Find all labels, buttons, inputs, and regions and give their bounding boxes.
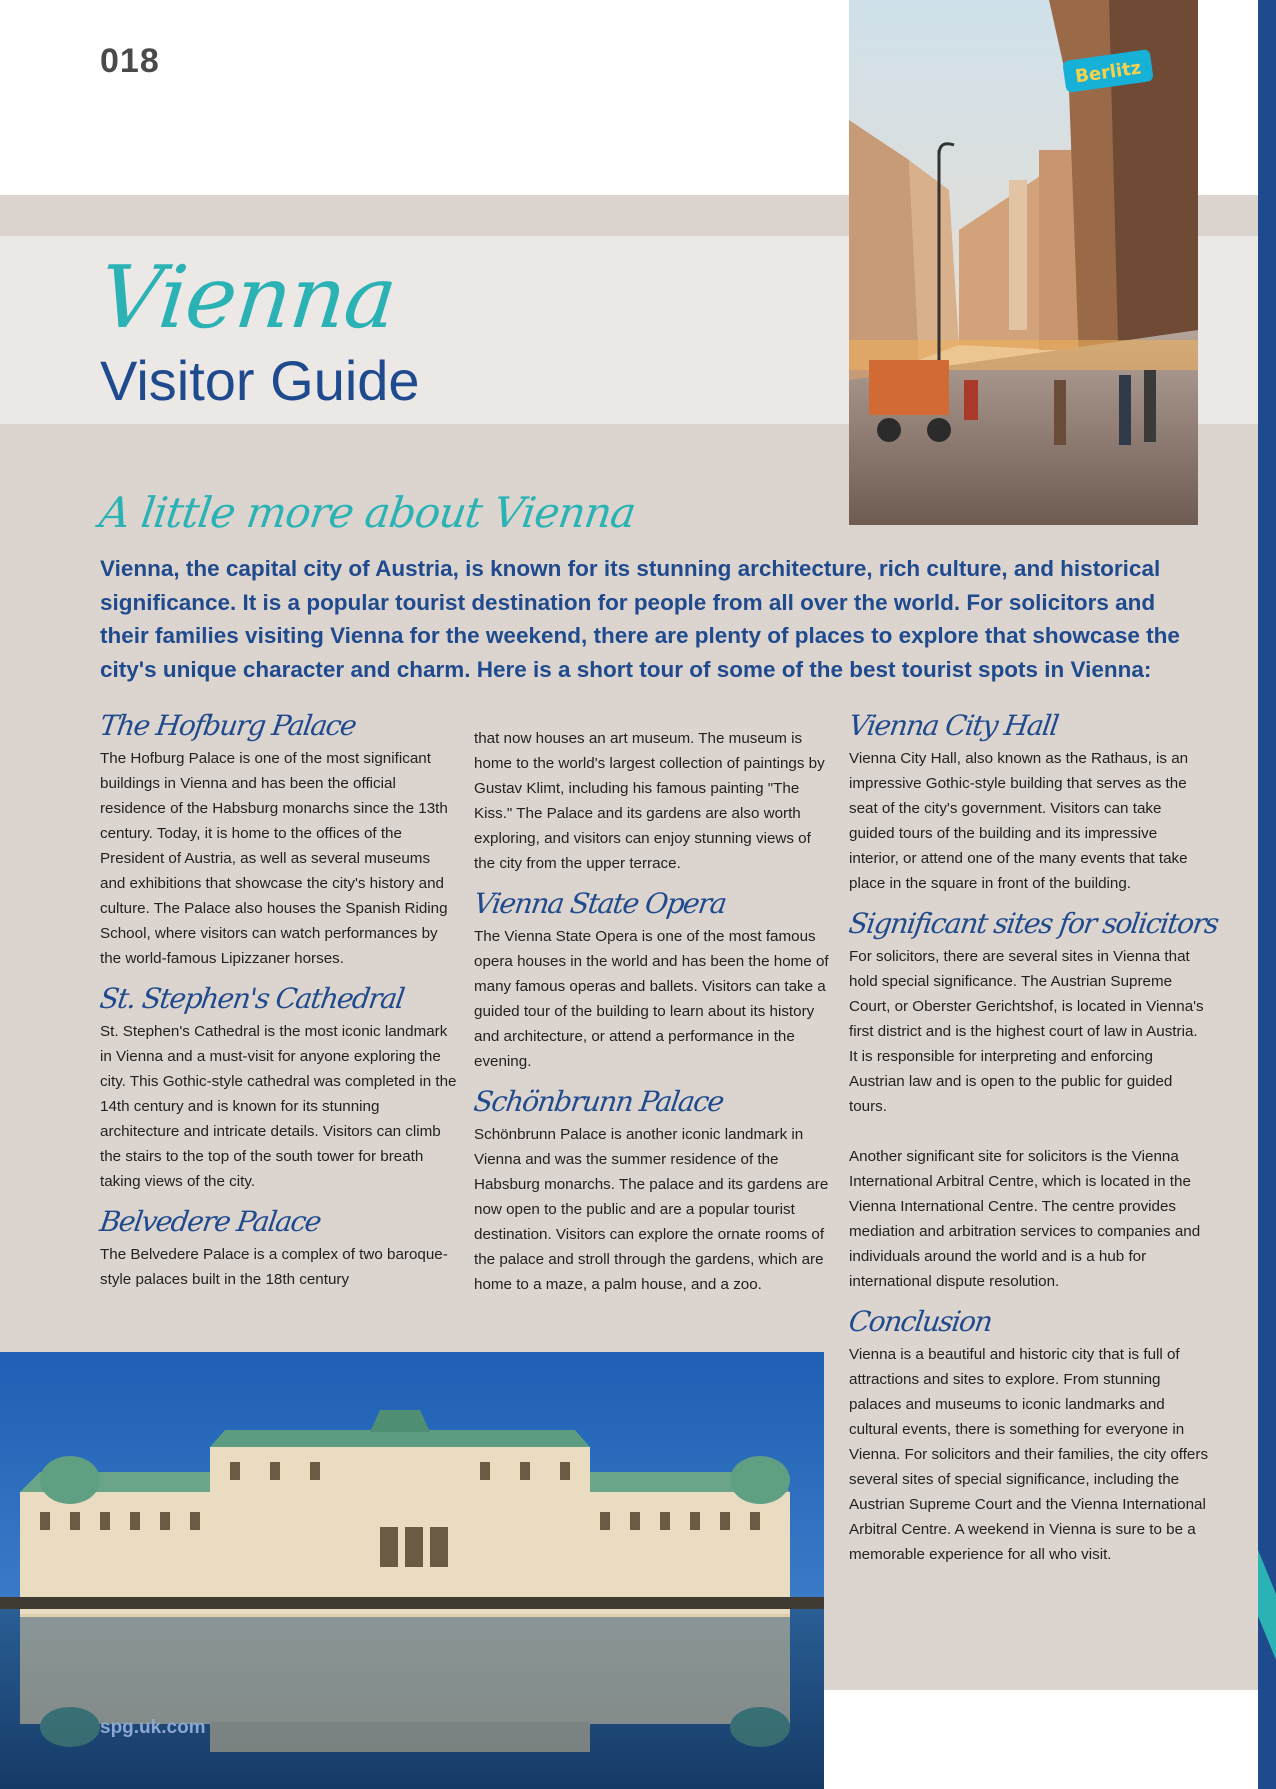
column-1: [97, 706, 458, 1300]
text-stephens: St. Stephen's Cathedral is the most iconic landmark in Vienna and a must-visit for anyone exploring the city. This Gothic-style cathedral was completed in the 14th century and is known for its stunning architecture and intricate details. Visitors can climb the stairs to the top of the south tower for breath taking views of the city.: [100, 1023, 457, 1190]
edge-strip: [1258, 0, 1276, 1789]
page-number: 018: [100, 42, 160, 80]
text-cityhall: Vienna City Hall, also known as the Rathaus, is an impressive Gothic-style building that serves as the seat of the city's government. Visitors can take guided tours of the building and its impressive interior, or attend one of the many events that take place in the square in front of the building.: [849, 750, 1189, 892]
text-belvedere-a: The Belvedere Palace is a complex of two baroque-style palaces built in the 18th century: [100, 1246, 448, 1288]
heading-opera: Vienna State Opera: [471, 887, 728, 920]
text-opera: The Vienna State Opera is one of the most famous opera houses in the world and has been the home of many famous operas and ballets. Visitors can take a guided tour of the building to learn about its history and architecture, or attend a performance in the evening.: [474, 928, 829, 1070]
shop-sign: Berlitz: [1073, 57, 1143, 88]
palace-photo: [0, 1352, 824, 1789]
text-belvedere-b: that now houses an art museum. The museum is home to the world's largest collection of paintings by Gustav Klimt, including his famous painting "The Kiss." The Palace and its gardens are also worth exploring, and visitors can enjoy stunning views of the city from the upper terrace.: [474, 730, 825, 872]
intro-paragraph: Vienna, the capital city of Austria, is known for its stunning architecture, rich culture, and historical significance. It is a popular tourist destination for people from all over the world. For solicitors and their families visiting Vienna for the weekend, there are plenty of places to explore that showcase the city's unique character and charm. Here is a short tour of some of the best tourist spots in Vienna:: [100, 556, 1180, 682]
heading-schonbrunn: Schönbrunn Palace: [471, 1085, 726, 1118]
text-schonbrunn: Schönbrunn Palace is another iconic landmark in Vienna and was the summer residence of the Habsburg monarchs. The palace and its gardens are now open to the public and are a popular tourist destination. Visitors can explore the ornate rooms of the palace and stroll through the gardens, which are home to a maze, a palm house, and a zoo.: [474, 1126, 829, 1293]
section-heading-about: A little more about Vienna: [96, 488, 639, 537]
heading-belvedere: Belvedere Palace: [97, 1205, 323, 1238]
text-solicitors-a: For solicitors, there are several sites in Vienna that hold special significance. The Austrian Supreme Court, or Oberster Gerichtshof, is located in Vienna's first district and is the highest court of law in Austria. It is responsible for interpreting and enforcing Austrian law and is open to the public for guided tours.: [849, 948, 1204, 1115]
text-conclusion: Vienna is a beautiful and historic city that is full of attractions and sites to explore. From stunning palaces and museums to iconic landmarks and cultural events, there is something for everyone in Vienna. For solicitors and their families, the city offers several sites of special significance, including the Austrian Supreme Court and the Vienna International Arbitral Centre. A weekend in Vienna is sure to be a memorable experience for all who visit.: [849, 1346, 1209, 1563]
column-2: [471, 726, 832, 1305]
heading-cityhall: Vienna City Hall: [846, 709, 1060, 742]
heading-conclusion: Conclusion: [846, 1305, 994, 1338]
heading-hofburg: The Hofburg Palace: [97, 709, 358, 742]
footer-url: spg.uk.com: [100, 1717, 206, 1738]
heading-solicitors: Significant sites for solicitors: [846, 907, 1220, 940]
heading-stephens: St. Stephen's Cathedral: [97, 982, 406, 1015]
column-3: [846, 706, 1220, 1575]
text-solicitors-b: Another significant site for solicitors is the Vienna International Arbitral Centre, which is located in the Vienna International Centre. The centre provides mediation and arbitration services to companies and individuals around the world and is a hub for international dispute resolution.: [849, 1148, 1201, 1290]
page-subtitle: Visitor Guide: [100, 349, 420, 412]
page-title: Vienna: [94, 248, 401, 348]
street-photo: [849, 0, 1198, 525]
text-hofburg: The Hofburg Palace is one of the most significant buildings in Vienna and has been the official residence of the Habsburg monarchs since the 13th century. Today, it is home to the offices of the President of Austria, as well as several museums and exhibitions that showcase the city's history and culture. The Palace also houses the Spanish Riding School, where visitors can watch performances by the world-famous Lipizzaner horses.: [100, 750, 448, 967]
